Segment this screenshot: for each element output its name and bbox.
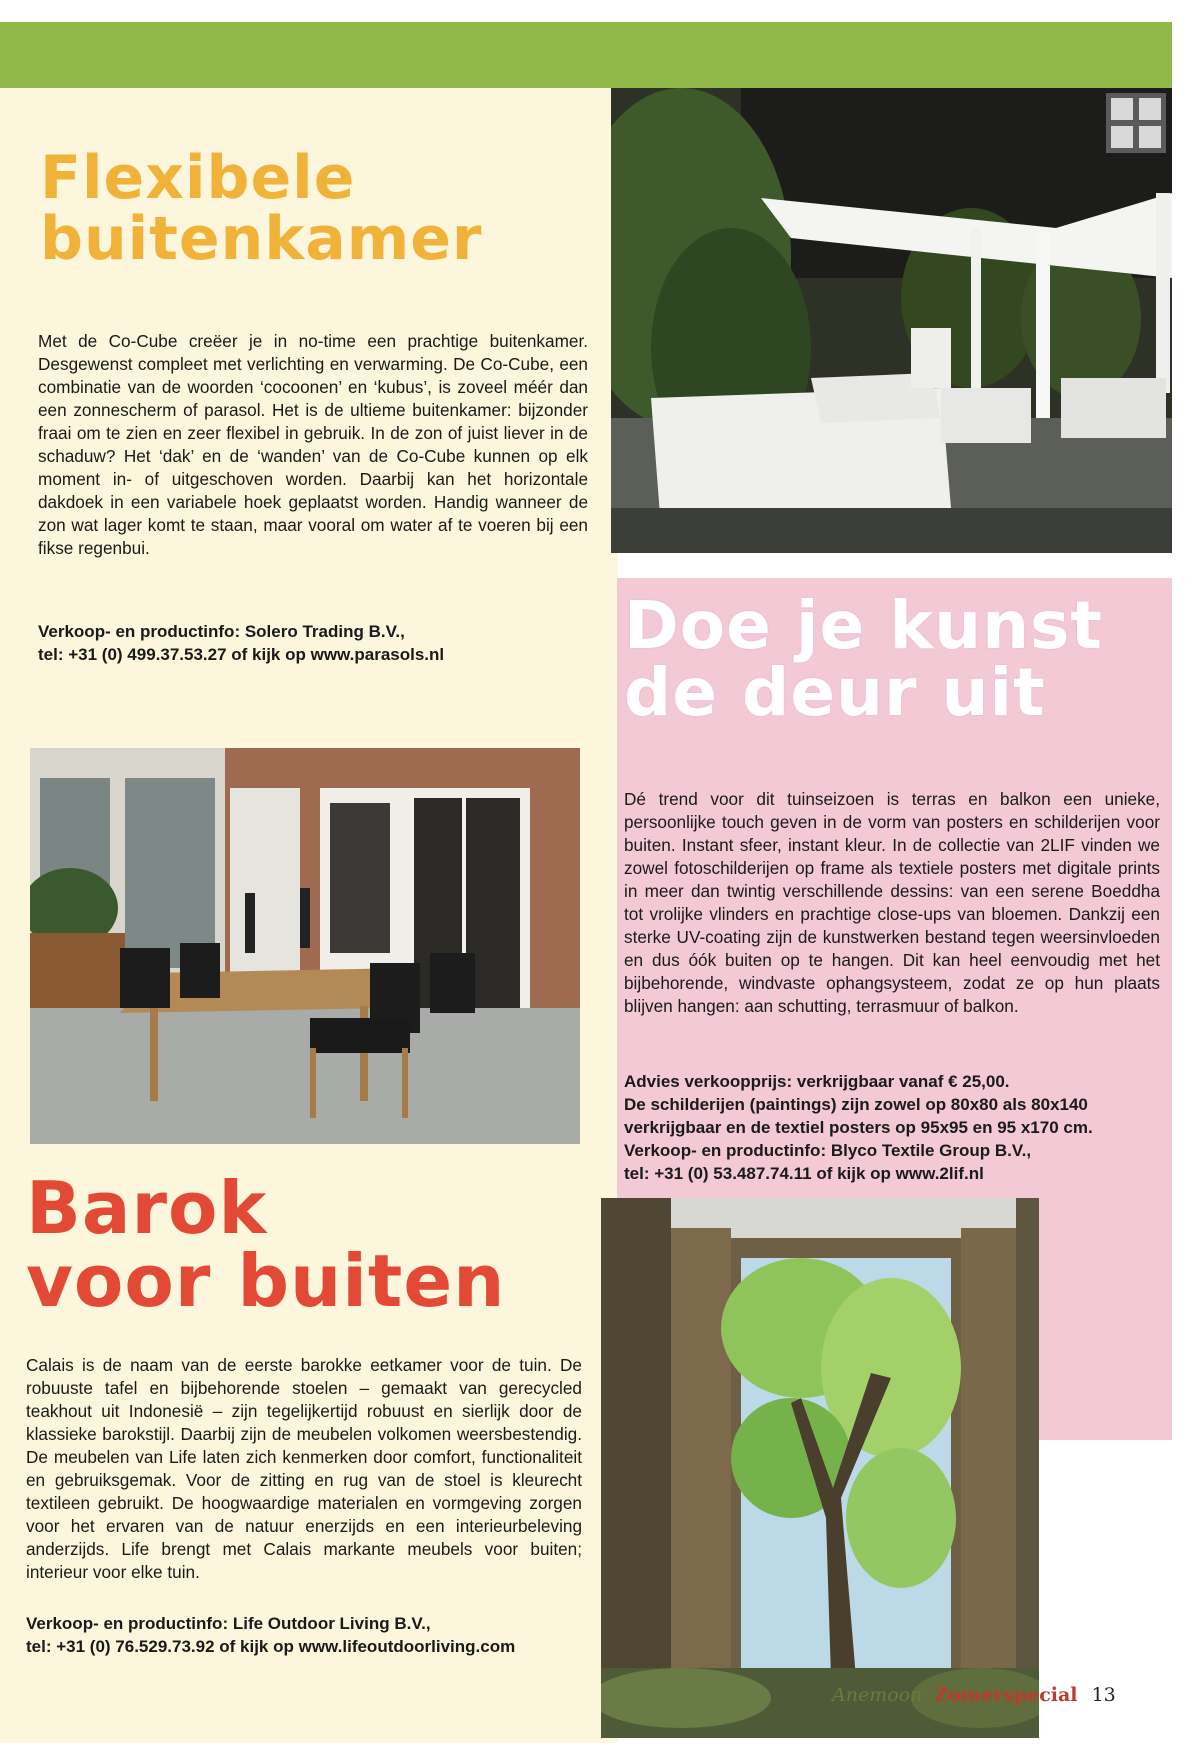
co-cube-photo (611, 88, 1172, 553)
article-2-info-line-4: tel: +31 (0) 53.487.74.11 of kijk op www.2lif.nl (624, 1164, 984, 1183)
article-1-info-line-2: tel: +31 (0) 499.37.53.27 of kijk op www.parasols.nl (38, 645, 445, 664)
article-2-info-line-1: Advies verkoopprijs: verkrijgbaar vanaf € 25,00. (624, 1072, 1010, 1091)
article-1-title-line-2: buitenkamer (40, 204, 483, 275)
article-3-title (26, 1166, 586, 1324)
article-3-info (26, 1612, 596, 1658)
garden-art-poster-photo (601, 1198, 1039, 1738)
article-2-body: Dé trend voor dit tuinseizoen is terras en balkon een unieke, persoonlijke touch geven in de vorm van posters en schilderijen voor buiten. Instant sfeer, instant kleur. In de collectie van 2LIF vinden we zowel fotoschilderijen op frame als textiele posters met digitale prints in meer dan twintig verschillende dessins: van een serene Boeddha tot vrolijke vlinders en prachtige close-ups van bloemen. Dankzij een sterke UV-coating zijn de kunstwerken bestand tegen weersinvloeden en dus óók buiten op te hangen. Dit kan heel eenvoudig met het bijbehorende, windvaste ophangsysteem, zodat ze op hun plaats blijven hangen: aan schutting, terrasmuur of balkon. (624, 789, 1160, 1016)
article-2-title-line-2: de deur uit (624, 654, 1046, 732)
article-1-info-line-1: Verkoop- en productinfo: Solero Trading B.V., (38, 622, 405, 641)
article-2-info-line-2: De schilderijen (paintings) zijn zowel op 80x80 als 80x140 verkrijgbaar en de textiel posters op 95x95 en 95 x170 cm. (624, 1095, 1093, 1137)
magazine-brand: Anemoon (832, 1684, 923, 1706)
article-1-title (40, 143, 580, 275)
section-name: Zomerspecial (934, 1684, 1078, 1706)
article-1-body: Met de Co-Cube creëer je in no-time een prachtige buitenkamer. Desgewenst compleet met verlichting en verwarming. De Co-Cube, een combinatie van de woorden ‘cocoonen’ en ‘kubus’, is zoveel méér dan een zonnescherm of parasol. Het is de ultieme buitenkamer: bijzonder fraai om te zien en zeer flexibel in gebruik. In de zon of juist liever in de schaduw? Het ‘dak’ en de ‘wanden’ van de Co-Cube kunnen op elk moment in- of uitgeschoven worden. Daarbij kan het horizontale dakdoek in een variabele hoek geplaatst worden. Handig wanneer de zon wat lager komt te staan, maar vooral om water af te voeren bij een fikse regenbui. (38, 331, 588, 558)
article-2-info (624, 1070, 1164, 1185)
article-2-title (624, 587, 1169, 732)
article-3-title-line-2: voor buiten (26, 1239, 506, 1324)
article-2-title-line-1: Doe je kunst (624, 587, 1103, 664)
page-number: 13 (1091, 1684, 1116, 1706)
article-1-info (38, 620, 598, 666)
article-3-info-line-2: tel: +31 (0) 76.529.73.92 of kijk op www.lifeoutdoorliving.com (26, 1637, 516, 1656)
article-3-body: Calais is de naam van de eerste barokke eetkamer voor de tuin. De robuuste tafel en bijbehorende stoelen – gemaakt van gerecycled teakhout uit Indonesië – zijn tegelijkertijd robuust en sierlijk door de klassieke barokstijl. Daarbij zijn de meubelen volkomen weersbestendig. De meubelen van Life laten zich kenmerken door comfort, functionaliteit en gebruiksgemak. Voor de zitting en rug van de stoel is kleurecht textileen gebruikt. De hoogwaardige materialen en vormgeving zorgen voor het ervaren van de natuur enerzijds en een interieurbeleving anderzijds. Life brengt met Calais markante meubels voor buiten; interieur voor elke tuin. (26, 1355, 582, 1582)
article-3-info-line-1: Verkoop- en productinfo: Life Outdoor Living B.V., (26, 1614, 431, 1633)
top-color-bar (0, 22, 1172, 88)
article-3-title-line-1: Barok (26, 1166, 268, 1250)
article-1-title-line-1: Flexibele (40, 143, 356, 213)
article-2-info-line-3: Verkoop- en productinfo: Blyco Textile Group B.V., (624, 1141, 1032, 1160)
page-footer (832, 1684, 1172, 1710)
barok-dining-photo (30, 748, 580, 1144)
